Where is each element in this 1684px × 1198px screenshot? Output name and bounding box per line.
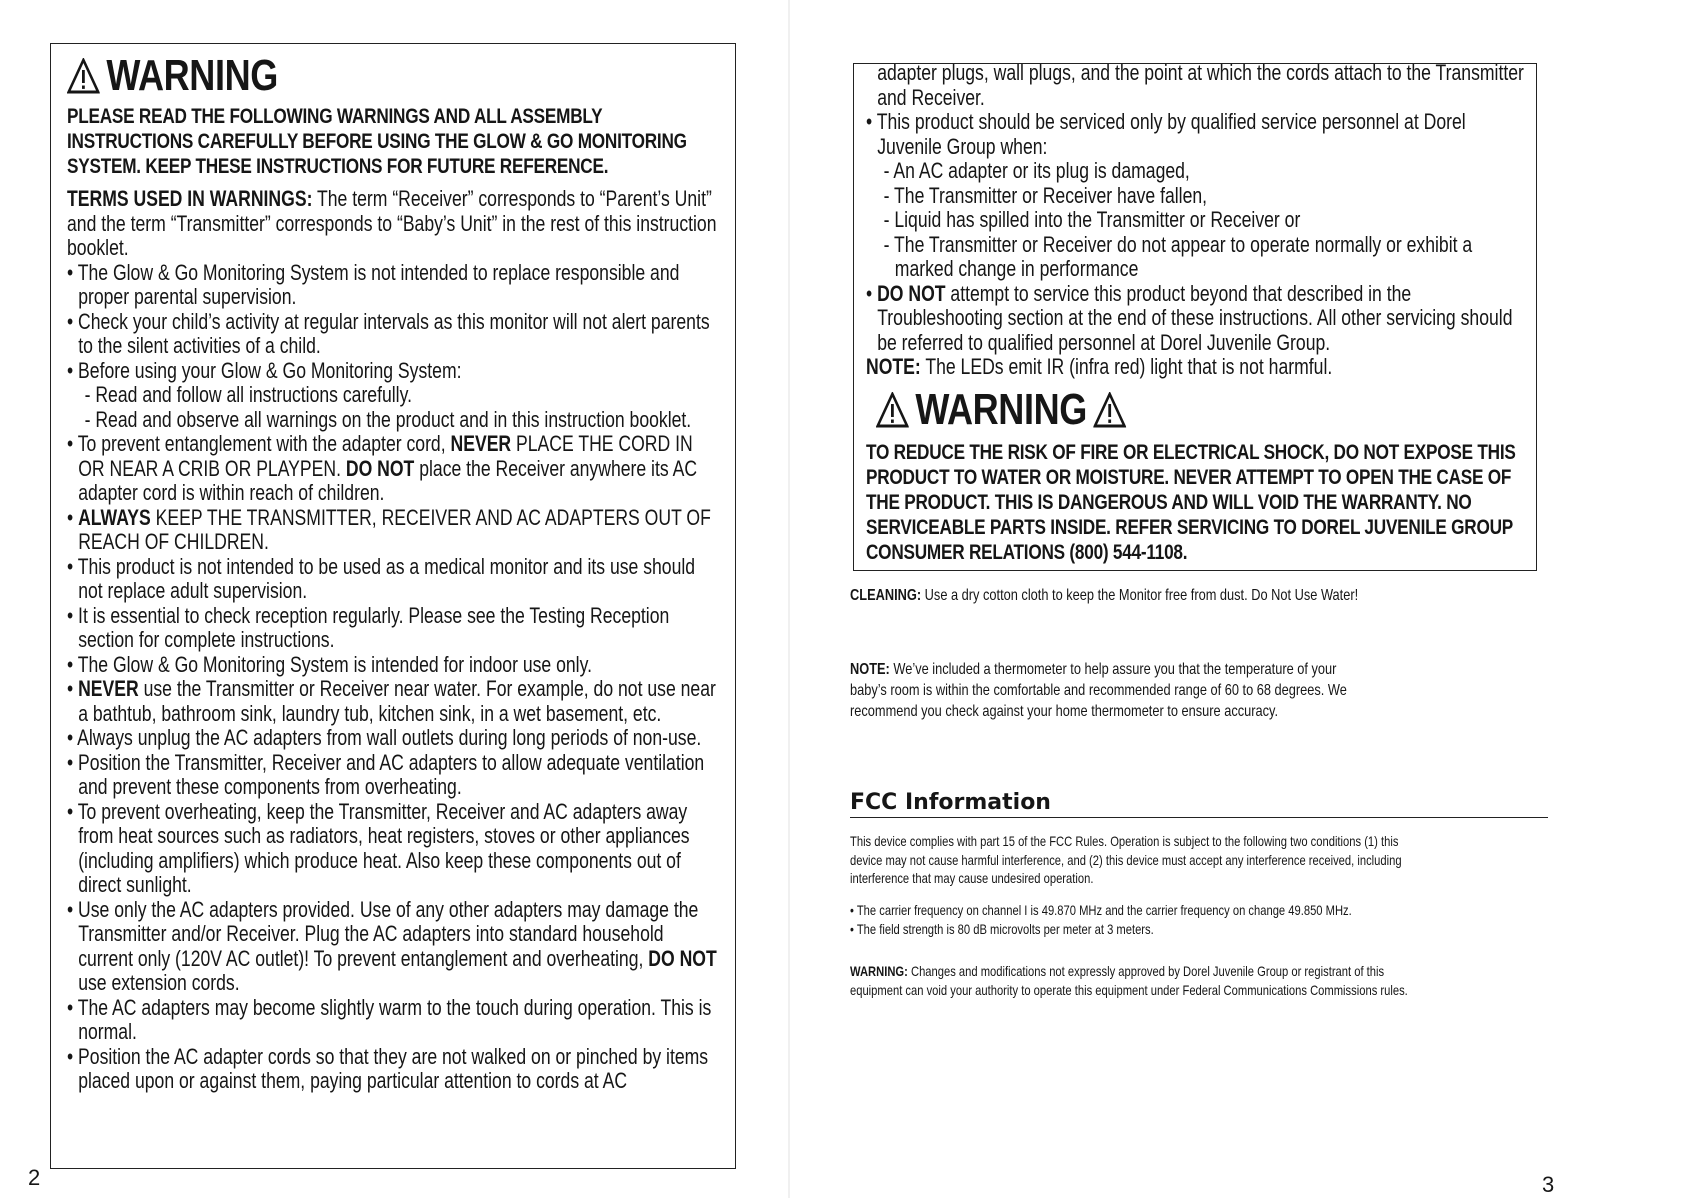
warning-triangle-icon	[876, 392, 909, 428]
note-text: The LEDs emit IR (infra red) light that is not harmful.	[920, 354, 1333, 379]
emphasis: NEVER	[78, 676, 139, 701]
emphasis: NEVER	[450, 431, 512, 456]
note-text: We’ve included a thermometer to help assure you that the temperature of your baby’s room is within the comfortable and recommended range of 60 to 68 degrees. We recommend you check against your home thermometer to ensure accuracy.	[850, 661, 1347, 720]
list-item	[67, 898, 721, 996]
note-label: NOTE:	[850, 661, 890, 678]
warning-box-right	[853, 63, 1537, 571]
sub-list-item: - Liquid has spilled into the Transmitter or Receiver or	[883, 207, 1301, 232]
list-item: • Before using your Glow & Go Monitoring System:	[67, 357, 462, 383]
sub-list-item: - An AC adapter or its plug is damaged,	[883, 158, 1190, 183]
list-item: • Check your child’s activity at regular intervals as this monitor will not alert parents to the silent activities of a child.	[67, 308, 710, 358]
list-item: • It is essential to check reception regularly. Please see the Testing Reception section for complete instructions.	[67, 602, 670, 652]
emphasis: DO NOT	[877, 280, 946, 306]
warning-list	[67, 187, 721, 1094]
list-item: • The AC adapters may become slightly warm to the touch during operation. This is normal.	[67, 994, 712, 1044]
text: attempt to service this product beyond that described in the Troubleshooting section at the end of these instructions. All other servicing should be referred to qualified personnel at Dorel Juvenile Group.	[877, 280, 1513, 355]
warning-heading	[876, 384, 1409, 436]
warning-title: WARNING	[915, 384, 1087, 434]
warning-triangle-icon	[67, 58, 100, 94]
continued-text: adapter plugs, wall plugs, and the point at which the cords attach to the Transmitter and Receiver.	[877, 63, 1524, 110]
fcc-bullet: • The field strength is 80 dB microvolts per meter at 3 meters.	[850, 921, 1154, 937]
terms-label: TERMS USED IN WARNINGS:	[67, 186, 313, 211]
cleaning-label: CLEANING:	[850, 587, 922, 604]
fcc-warning-label: WARNING:	[850, 963, 908, 979]
fcc-warning	[850, 962, 1408, 999]
sub-list-item: - Read and follow all instructions carefully.	[84, 382, 412, 407]
list-item: • This product is not intended to be used as a medical monitor and its use should not replace adult supervision.	[67, 553, 696, 603]
list-item: • To prevent overheating, keep the Transmitter, Receiver and AC adapters away from heat sources such as radiators, heat registers, stoves or other appliances (including amplifiers) which produce heat. Also keep these components out of direct sunlight.	[67, 798, 690, 897]
fcc-warning-text: Changes and modifications not expressly approved by Dorel Juvenile Group or registrant of this equipment can void your authority to operate this equipment under Federal Communications Commissions rules.	[850, 963, 1408, 998]
list-item	[67, 432, 721, 506]
left-page	[0, 0, 790, 1198]
warning-intro: PLEASE READ THE FOLLOWING WARNINGS AND ALL ASSEMBLY INSTRUCTIONS CAREFULLY BEFORE USING THE GLOW & GO MONITORING SYSTEM. KEEP THESE INSTRUCTIONS FOR FUTURE REFERENCE.	[67, 104, 687, 178]
text: •	[67, 504, 79, 530]
list-item: • The Glow & Go Monitoring System is intended for indoor use only.	[67, 651, 592, 677]
sub-list-item: - The Transmitter or Receiver have fallen,	[883, 182, 1208, 208]
list-item	[67, 677, 721, 726]
list-item	[866, 282, 1526, 356]
note-label: NOTE:	[866, 354, 921, 379]
terms-text: The term “Receiver” corresponds to “Parent’s Unit” and the term “Transmitter” corresponds to “Baby’s Unit” in the rest of this instruction booklet.	[67, 186, 717, 260]
sub-list-item: - The Transmitter or Receiver do not appear to operate normally or exhibit a marked change in performance	[883, 231, 1473, 281]
list-item: • The Glow & Go Monitoring System is not intended to replace responsible and proper parental supervision.	[67, 259, 680, 309]
emphasis: DO NOT	[648, 945, 717, 971]
fcc-heading-text: FCC Information	[850, 790, 1051, 815]
text: KEEP THE TRANSMITTER, RECEIVER AND AC ADAPTERS OUT OF REACH OF CHILDREN.	[78, 504, 711, 554]
text: place the Receiver anywhere its AC adapter cord is within reach of children.	[78, 455, 698, 505]
warning-title: WARNING	[106, 51, 278, 100]
note-paragraph	[866, 355, 1526, 380]
fcc-paragraph: This device complies with part 15 of the FCC Rules. Operation is subject to the following two conditions (1) this device may not cause harmful interference, and (2) this device must accept any interference received, including interference that may cause undesired operation.	[850, 833, 1402, 886]
continued-list	[866, 63, 1526, 380]
text: PLACE THE CORD IN OR NEAR A CRIB OR PLAYPEN.	[78, 431, 693, 481]
fcc-heading	[850, 790, 1548, 818]
fcc-bullet: • The carrier frequency on channel I is 49.870 MHz and the carrier frequency on change 49.850 MHz.	[850, 902, 1352, 918]
emphasis: DO NOT	[345, 455, 415, 481]
cleaning-text: Use a dry cotton cloth to keep the Monitor free from dust. Do Not Use Water!	[921, 587, 1359, 604]
text: use the Transmitter or Receiver near water. For example, do not use near a bathtub, bathroom sink, laundry tub, kitchen sink, in a wet basement, etc.	[78, 676, 716, 726]
text: •	[866, 280, 878, 306]
warning-heading	[67, 50, 603, 102]
list-item	[67, 506, 721, 555]
warning-box-left	[50, 43, 736, 1169]
cleaning-paragraph	[850, 585, 1408, 606]
list-item: • This product should be serviced only by qualified service personnel at Dorel Juvenile Group when:	[866, 109, 1466, 159]
page-number-right: 3	[1542, 1172, 1555, 1197]
list-item: • Position the Transmitter, Receiver and AC adapters to allow adequate ventilation and prevent these components from overheating.	[67, 749, 705, 799]
page-number-left: 2	[28, 1165, 41, 1190]
list-item: • Position the AC adapter cords so that they are not walked on or pinched by items placed upon or against them, paying particular attention to cords at AC	[67, 1043, 709, 1093]
terms-paragraph	[67, 186, 717, 260]
text: use extension cords.	[78, 970, 240, 995]
warning-triangle-icon	[1093, 392, 1126, 428]
text: •	[67, 676, 79, 701]
list-item: • Always unplug the AC adapters from wall outlets during long periods of non-use.	[67, 725, 702, 750]
text: • To prevent entanglement with the adapter cord,	[67, 431, 451, 456]
thermometer-note	[850, 659, 1362, 722]
sub-list-item: - Read and observe all warnings on the product and in this instruction booklet.	[84, 406, 692, 432]
right-page	[790, 0, 1684, 1198]
shock-warning: TO REDUCE THE RISK OF FIRE OR ELECTRICAL SHOCK, DO NOT EXPOSE THIS PRODUCT TO WATER OR MOISTURE. NEVER ATTEMPT TO OPEN THE CASE OF THE PRODUCT. THIS IS DANGEROUS AND WILL VOID THE WARRANTY. NO SERVICEABLE PARTS INSIDE. REFER SERVICING TO DOREL JUVENILE GROUP CONSUMER RELATIONS (800) 544-1108.	[866, 439, 1516, 564]
text: • Use only the AC adapters provided. Use of any other adapters may damage the Transmitter and/or Receiver. Plug the AC adapters into standard household current only (120V AC outlet)! To prevent entanglement and overheating,	[67, 896, 699, 971]
emphasis: ALWAYS	[78, 504, 151, 530]
